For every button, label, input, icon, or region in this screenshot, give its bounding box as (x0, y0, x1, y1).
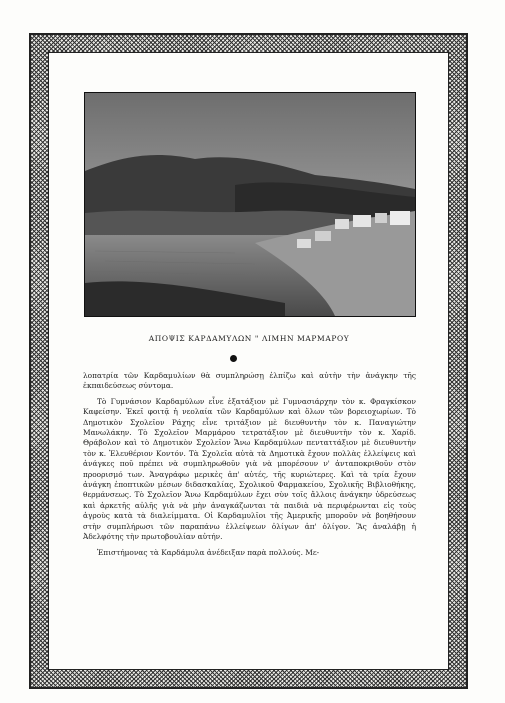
harbor-photo (84, 92, 416, 317)
paragraph-2: Τὸ Γυμνάσιον Καρδαμύλων εἶνε ἑξατάξιον μὲ Γυμνασιάρχην τὸν κ. Φραγκίσκον Καφείσην. Ἐκεῖ φοιτᾷ ἡ νεολαία τῶν Καρδαμύλων καὶ ὅλων τῶν βορειοχωρίων. Τὸ Δημοτικὸν Σχολεῖον Ράχης εἶνε τριτάξιον μὲ διευθυντὴν τὸν κ. Παναγιώτην Μανωλάκην. Τὸ Σχολεῖον Μαρμάρου τετρατάξιον μὲ διευθυντὴν τὸν κ. Χαρίδ. Θράβολον καὶ τὸ Δημοτικὸν Σχολεῖον Ἄνω Καρδαμύλων πενταττάξιον μὲ διευθυντὴν τὸν κ. Ἐλευθέριον Κοντόν. Τὰ Σχολεῖα αὐτὰ τὰ Δημοτικὰ ἔχουν πολλὰς ἐλλείψεις καὶ ἀνάγκες ποῦ πρέπει νὰ συμπληρωθοῦν γιὰ νὰ μπορέσουν ν' ἀνταποκριθοῦν στὸν προορισμό των. Ἀναγράφω μερικὲς ἀπ' αὐτές, τῆς κυριώτερες. Καὶ τὰ τρία ἔχουν ἀνάγκη ἐποπτικῶν μέσων διδασκαλίας, Σχολικοῦ Φαρμακείου, Σχολικῆς Βιβλιοθήκης, θερμάνσεως. Τὸ Σχολεῖον Ἄνω Καρδαμύλων ἔχει σὺν τοῖς ἄλλοις ἀνάγκην ὑδρεύσεως καὶ ἀρκετῆς αὐλῆς γιὰ νὰ μὴν ἀναγκάζωνται τὰ παιδιὰ νὰ περιφέρωνται εἰς τοὺς ἀγροὺς κατὰ τὰ διαλείμματα. Οἱ Καρδαμυλῖοι τῆς Ἀμερικῆς μποροῦν νὰ βοηθήσουν στὴν συμπλήρωσι τῶν παραπάνω ἐλλείψεων ὀλίγων ἀπ' ὀλίγον. Ἂς ἀναλάβῃ ἡ Ἀδελφότης τὴν πρωτοβουλίαν αὐτήν. (83, 396, 416, 542)
article-body (83, 371, 416, 563)
bullet-ornament (230, 355, 237, 362)
paragraph-1: λοπατρία τῶν Καρδαμυλίων θὰ συμπληρώσῃ ἐλπίζω καὶ αὐτὴν τὴν ἀνάγκην τῆς ἐκπαιδεύσεως σύντομα. (83, 371, 416, 391)
paragraph-3: Ἐπιστήμονας τὰ Καρδάμυλα ἀνέδειξαν παρὰ πολλούς. Με- (97, 547, 320, 557)
photo-caption: ΑΠΟΨΙΣ ΚΑΡΔΑΜΥΛΩΝ " ΛΙΜΗΝ ΜΑΡΜΑΡΟΥ (148, 334, 350, 343)
